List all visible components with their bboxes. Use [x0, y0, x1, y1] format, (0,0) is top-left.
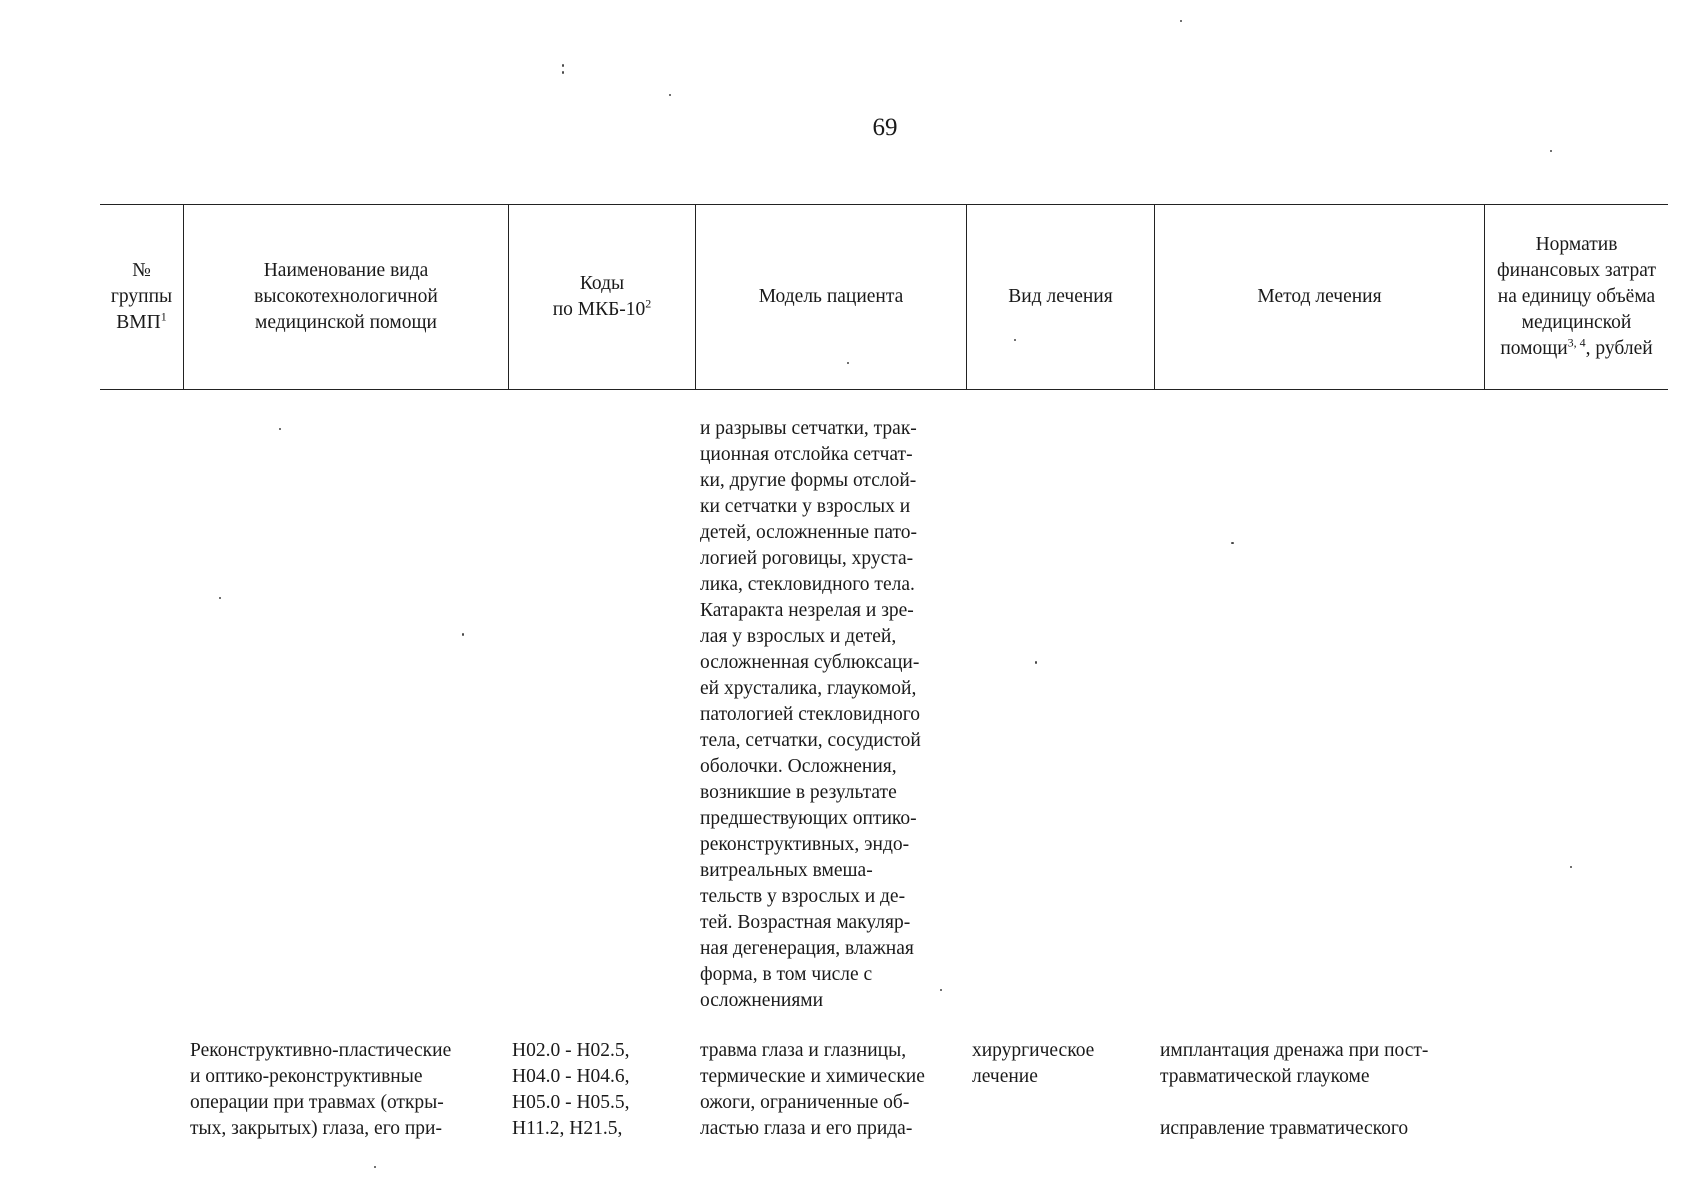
text-line: термические и химические: [700, 1066, 925, 1087]
text-line: ластью глаза и его прида-: [700, 1118, 913, 1139]
header-cost-norm-tail: , рублей: [1585, 338, 1653, 359]
text-line: ки сетчатки у взрослых и: [700, 496, 911, 517]
header-group-number-line1: №: [132, 260, 151, 281]
row-patient-model: [700, 1038, 970, 1142]
table-header: [100, 204, 1668, 390]
text-line: H02.0 - H02.5,: [512, 1040, 630, 1061]
text-line: лика, стекловидного тела.: [700, 574, 915, 595]
text-line: ей хрусталика, глаукомой,: [700, 678, 917, 699]
text-line: тых, закрытых) глаза, его при-: [190, 1118, 442, 1139]
continuation-patient-model: [700, 416, 960, 1014]
text-line: ционная отслойка сетчат-: [700, 444, 913, 465]
page-number: 69: [872, 114, 898, 141]
text-line: Реконструктивно-пластические: [190, 1040, 452, 1061]
text-line: H11.2, H21.5,: [512, 1118, 623, 1139]
scan-speck: [1231, 542, 1234, 544]
footnote-ref-3-4: 3, 4: [1567, 335, 1586, 350]
text-line: лечение: [972, 1066, 1038, 1087]
header-icd-codes-line1: Коды: [579, 273, 625, 294]
row-care-name: [190, 1038, 500, 1142]
text-line: тей. Возрастная макуляр-: [700, 912, 911, 933]
row-treatment-type: [972, 1038, 1152, 1090]
text-line: ожоги, ограниченные об-: [700, 1092, 910, 1113]
header-treatment-type-text: Вид лечения: [1008, 286, 1113, 307]
header-icd-codes-line2: по МКБ-10: [552, 299, 646, 320]
header-care-name-text: Наименование вида высокотехнологичной медицинской помощи: [254, 260, 438, 333]
text-line: травматической глаукоме: [1160, 1066, 1370, 1087]
text-line: операции при травмах (откры-: [190, 1092, 444, 1113]
text-line: витреальных вмеша-: [700, 860, 873, 881]
text-line: тела, сетчатки, сосудистой: [700, 730, 921, 751]
text-line: логией роговицы, хруста-: [700, 548, 914, 569]
scan-speck: [562, 64, 564, 67]
scan-speck: [219, 597, 221, 599]
row-treatment-method: [1160, 1038, 1490, 1142]
text-line: хирургическое: [972, 1040, 1095, 1061]
header-care-name: [183, 205, 508, 389]
header-patient-model: [695, 205, 966, 389]
scan-speck: [1570, 866, 1572, 868]
text-line: ки, другие формы отслой-: [700, 470, 917, 491]
footnote-ref-1: 1: [160, 309, 167, 324]
text-line: возникшие в результате: [700, 782, 897, 803]
text-line: и оптико-реконструктивные: [190, 1066, 423, 1087]
text-line: осложнениями: [700, 990, 824, 1011]
scan-speck: [1550, 150, 1552, 152]
scan-speck: [374, 1166, 376, 1168]
header-cost-norm-text: Норматив финансовых затрат на единицу объёма медицинской помощи: [1497, 234, 1656, 359]
text-line: лая у взрослых и детей,: [700, 626, 897, 647]
header-icd-codes: [508, 205, 695, 389]
text-line: исправление травматического: [1160, 1118, 1409, 1139]
scan-speck: [462, 633, 464, 636]
header-patient-model-text: Модель пациента: [758, 286, 904, 307]
scan-speck: [562, 71, 564, 74]
scan-speck: [669, 94, 671, 96]
footnote-ref-2: 2: [645, 296, 652, 311]
scan-speck: [1180, 20, 1182, 22]
header-treatment-method-text: Метод лечения: [1257, 286, 1382, 307]
scan-speck: [940, 989, 942, 991]
text-line: тельств у взрослых и де-: [700, 886, 906, 907]
row-icd-codes: [512, 1038, 682, 1142]
header-group-number-line2: группы: [110, 286, 173, 307]
scan-speck: [1014, 339, 1016, 341]
text-line: оболочки. Осложнения,: [700, 756, 897, 777]
text-line: реконструктивных, эндо-: [700, 834, 910, 855]
text-line: Катаракта незрелая и зре-: [700, 600, 914, 621]
header-cost-norm: [1484, 205, 1668, 389]
text-line: детей, осложненные пато-: [700, 522, 917, 543]
method-item-1: [1160, 1038, 1490, 1090]
text-line: форма, в том числе с: [700, 964, 873, 985]
header-group-number-line3: ВМП: [116, 312, 161, 333]
header-treatment-method: [1154, 205, 1484, 389]
text-line: предшествующих оптико-: [700, 808, 917, 829]
header-treatment-type: [966, 205, 1154, 389]
text-line: имплантация дренажа при пост-: [1160, 1040, 1429, 1061]
text-line: H04.0 - H04.6,: [512, 1066, 630, 1087]
scan-speck: [847, 362, 849, 364]
text-line: и разрывы сетчатки, трак-: [700, 418, 917, 439]
text-line: H05.0 - H05.5,: [512, 1092, 630, 1113]
text-line: травма глаза и глазницы,: [700, 1040, 907, 1061]
header-group-number: [100, 205, 183, 389]
text-line: осложненная сублюксаци-: [700, 652, 920, 673]
text-line: патологией стекловидного: [700, 704, 921, 725]
scan-speck: [1035, 661, 1037, 664]
method-item-2: [1160, 1116, 1490, 1142]
scan-speck: [279, 428, 281, 430]
text-line: ная дегенерация, влажная: [700, 938, 914, 959]
